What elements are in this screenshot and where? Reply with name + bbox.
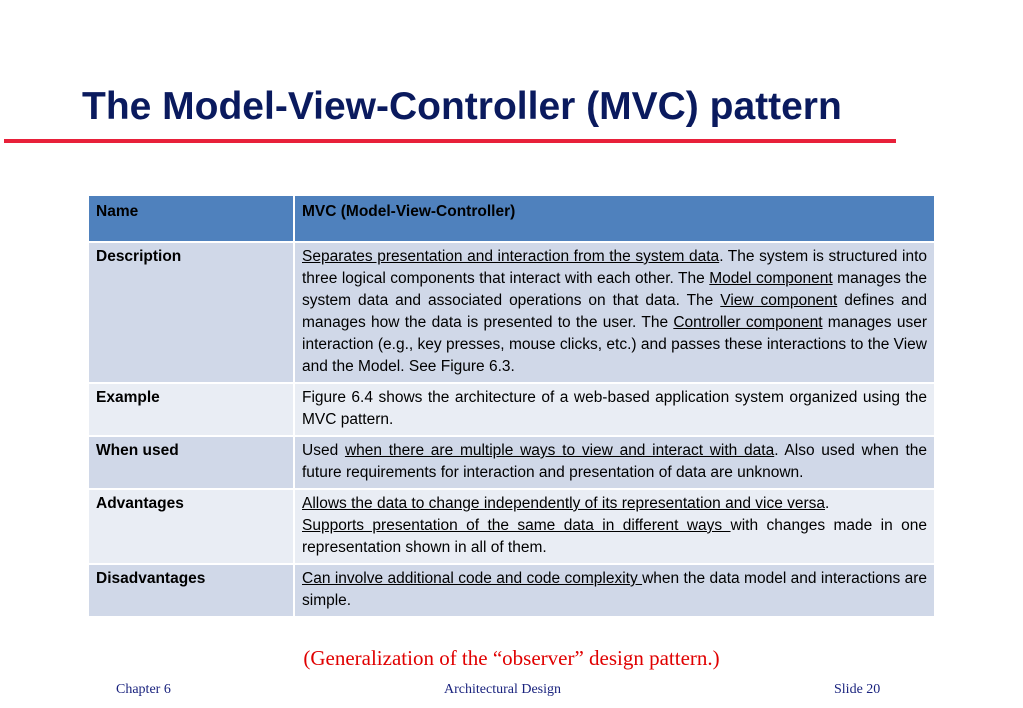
description-text: . The system is structured into three logical components that interact with each other. The — [302, 248, 927, 287]
pattern-table — [87, 194, 936, 618]
advantages-underlined-text: Supports presentation of the same data in different ways — [302, 517, 731, 534]
row-label-description: Description — [88, 242, 294, 383]
row-label-disadvantages: Disadvantages — [88, 564, 294, 617]
row-label-advantages: Advantages — [88, 489, 294, 564]
advantages-underlined-text: Allows the data to change independently of its representation and vice versa — [302, 495, 826, 512]
when-used-text: Used — [302, 442, 345, 459]
table-row — [88, 383, 935, 436]
footer-slide-number: Slide 20 — [834, 682, 881, 697]
when-used-underlined-text: when there are multiple ways to view and interact with data — [344, 442, 775, 459]
table-row — [88, 436, 935, 489]
view-component-text: View component — [720, 292, 838, 309]
disadvantages-underlined-text: Can involve additional code and code complexity — [302, 570, 643, 587]
row-value-disadvantages — [294, 564, 935, 617]
table-header-row — [88, 195, 935, 242]
model-component-text: Model component — [709, 270, 833, 287]
description-text: defines and manages how the data is presented to the user. The — [302, 292, 927, 331]
title-divider — [4, 139, 896, 143]
advantages-text: with changes made in one representation shown in all of them. — [302, 517, 927, 556]
when-used-text: . Also used when the future requirements for interaction and presentation of data are unknown. — [302, 442, 927, 481]
table-row — [88, 564, 935, 617]
description-text: manages user interaction (e.g., key presses, mouse clicks, etc.) and passes these interactions to the View and the Model. See Figure 6.3. — [302, 314, 927, 375]
row-value-advantages — [294, 489, 935, 564]
disadvantages-text: when the data model and interactions are simple. — [302, 570, 927, 609]
slide-title: The Model-View-Controller (MVC) pattern — [82, 85, 842, 128]
footer-chapter: Chapter 6 — [116, 682, 171, 697]
footer-topic: Architectural Design — [444, 682, 562, 697]
row-value-when-used — [294, 436, 935, 489]
table-row — [88, 489, 935, 564]
row-value-description — [294, 242, 935, 383]
row-label-example: Example — [88, 383, 294, 436]
row-label-when-used: When used — [88, 436, 294, 489]
row-value-example: Figure 6.4 shows the architecture of a web-based application system organized using the MVC pattern. — [294, 383, 935, 436]
slide-caption: (Generalization of the “observer” design pattern.) — [303, 646, 720, 670]
controller-component-text: Controller component — [673, 314, 823, 331]
header-name-cell: Name — [88, 195, 294, 242]
table-row — [88, 242, 935, 383]
header-value-cell: MVC (Model-View-Controller) — [294, 195, 935, 242]
description-text: manages the system data and associated operations on that data. The — [302, 270, 927, 309]
advantages-text: . — [825, 495, 830, 512]
description-underlined-text: Separates presentation and interaction from the system data — [302, 248, 720, 265]
